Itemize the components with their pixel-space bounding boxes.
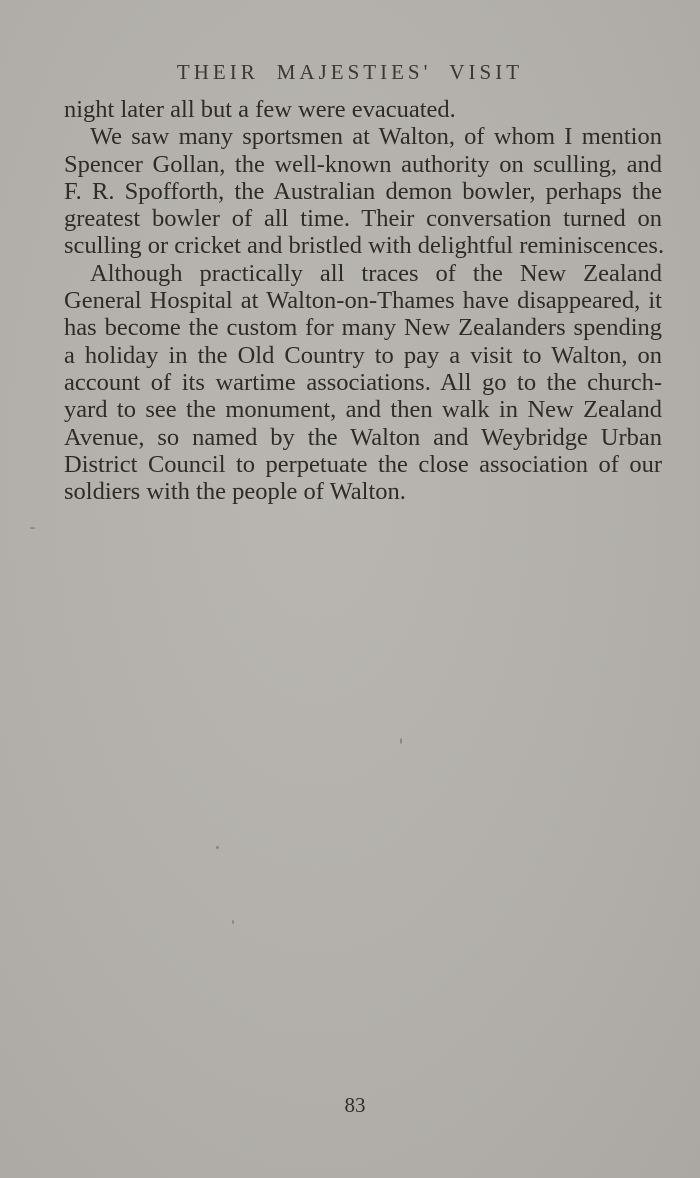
paper-speck — [216, 846, 219, 849]
body-text — [64, 96, 665, 506]
text-line: greatest bowler of all time. Their conversation turned on — [64, 205, 662, 233]
text-line: night later all but a few were evacuated. — [64, 96, 456, 123]
running-head — [0, 60, 700, 85]
running-head-word-2: MAJESTIES' — [276, 60, 432, 84]
text-line: General Hospital at Walton-on-Thames have disappeared, it — [64, 287, 662, 315]
paper-speck — [232, 920, 234, 924]
text-line: Spencer Gollan, the well-known authority on sculling, and — [64, 150, 662, 178]
text-line: sculling or cricket and bristled with delightful reminiscences. — [64, 232, 665, 260]
text-line: Although practically all traces of the New Zealand — [90, 259, 662, 287]
text-line: yard to see the monument, and then walk in New Zealand — [64, 396, 662, 424]
page-number: 83 — [344, 1093, 366, 1117]
text-line: a holiday in the Old Country to pay a visit to Walton, on — [64, 341, 662, 369]
text-line: has become the custom for many New Zealanders spending — [64, 314, 662, 342]
text-line: account of its wartime associations. All go to the church- — [64, 368, 662, 396]
text-line: soldiers with the people of Walton. — [64, 478, 406, 506]
paper-speck — [400, 738, 402, 744]
text-line: We saw many sportsmen at Walton, of whom I mention — [90, 123, 662, 151]
text-line: F. R. Spofforth, the Australian demon bowler, perhaps the — [64, 177, 662, 205]
running-head-word-1: THEIR — [176, 60, 259, 84]
text-line: Avenue, so named by the Walton and Weybridge Urban — [64, 423, 662, 451]
text-line: District Council to perpetuate the close association of our — [64, 450, 662, 478]
running-head-word-3: VISIT — [449, 60, 524, 84]
paper-speck — [30, 527, 35, 529]
